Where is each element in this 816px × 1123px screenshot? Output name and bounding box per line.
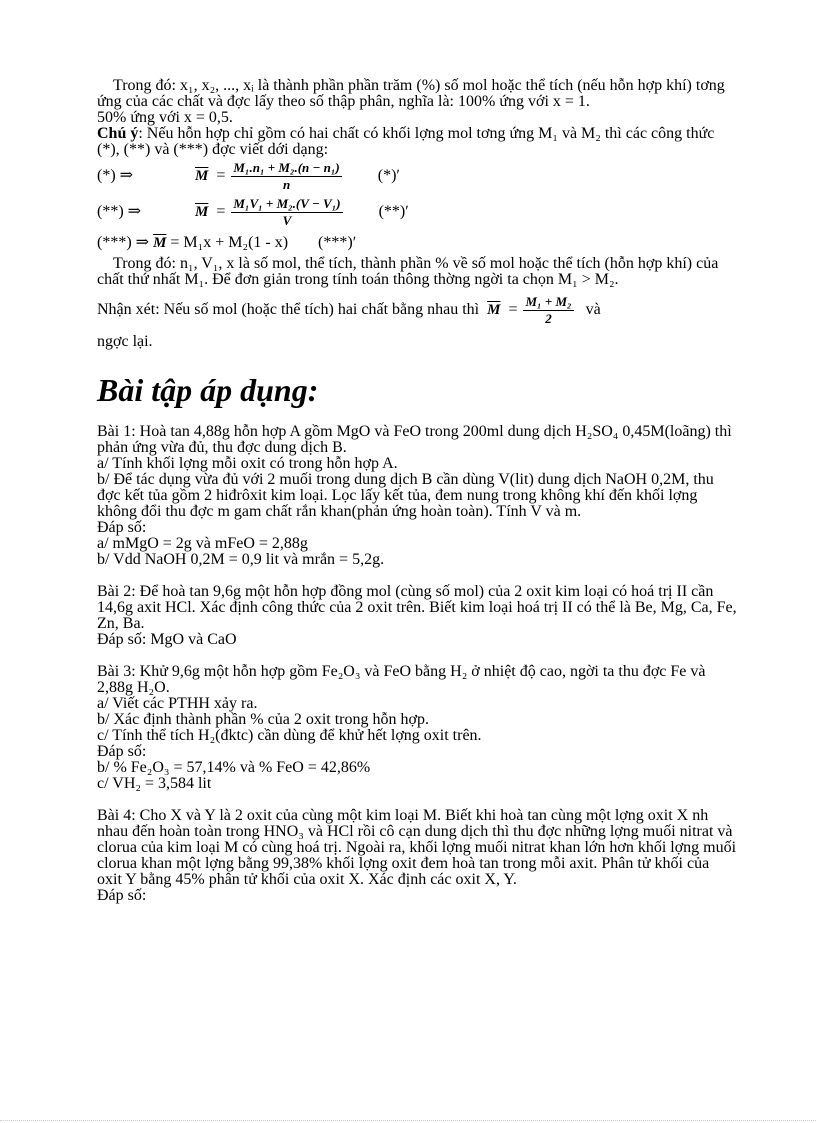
fraction <box>231 197 342 228</box>
formula-label: (***) ⇒ <box>97 234 150 251</box>
remark-line: Nhận xét: Nếu số mol (hoặc thể tích) hai chất bằng nhau thì $\overline{M}$ = $\frac{\text{M₁ + M₂}}{2}$ và <box>97 293 601 326</box>
remark-after: và <box>585 301 601 318</box>
intro-paragraph-2: 50% ứng với x = 0,5. <box>97 109 233 126</box>
formula-tag: (*)ʹ <box>377 167 400 184</box>
exercise-line: Đáp số: <box>97 519 147 536</box>
exercise-line: b/ Xác định thành phần % của 2 oxit trong hỗn hợp. <box>97 711 429 728</box>
fraction-numerator: M₁.n₁ + M₂.(n − n₁) <box>233 159 340 175</box>
mean-mass-symbol: $\overline{M}$ <box>195 204 209 220</box>
note-label: Chú ý <box>97 125 139 142</box>
exercise-line: Bài 1: Hoà tan 4,88g hỗn hợp A gồm MgO và FeO trong 200ml dung dịch H₂SO₄ 0,45M(loãng) thì phản ứng vừa đủ, thu đợc dung dịch B. <box>97 423 732 456</box>
fraction-denominator: V <box>282 212 292 228</box>
exercise-line: b/ Để tác dụng vừa đủ với 2 muối trong dung dịch B cần dùng V(lit) dung dịch NaOH 0,2M, thu đợc kết tủa gồm 2 hiđrôxit kim loại. Lọc lấy kết tủa, đem nung trong không khí đến khối lợng không đổi thu đợc m gam chất rắn khan(phản ứng hoàn toàn). Tính V và m. <box>97 471 714 520</box>
mean-mass-symbol: $\overline{M}$ <box>487 302 501 318</box>
mean-mass-symbol: $\overline{M}$ <box>195 168 209 184</box>
note-paragraph <box>97 126 737 158</box>
formula-1: (*) ⇒ $\overline{M}$ = $\frac{\text{M₁.n₁ + M₂.(n − n₁)}}{n}$ (*)ʹ <box>97 159 400 192</box>
exercise-block <box>97 664 737 792</box>
formula-3 <box>97 230 737 256</box>
mean-mass-symbol: $\overline{M}$ <box>153 235 167 251</box>
exercise-line: b/ % Fe₂O₃ = 57,14% và % FeO = 42,86% <box>97 759 371 776</box>
remark-before: Nhận xét: Nếu số mol (hoặc thể tích) hai chất bằng nhau thì <box>97 301 480 318</box>
formula-expression: = M₁x + M₂(1 - x) <box>170 234 289 251</box>
note-text: : Nếu hỗn hợp chỉ gồm có hai chất có khối lợng mol tơng ứng M₁ và M₂ thì các công thức (*), (**) và (***) đợc viết dới dạng: <box>97 125 715 158</box>
remark-line-2: ngợc lại. <box>97 333 153 350</box>
exercise-line: Bài 3: Khử 9,6g một hỗn hợp gồm Fe₂O₃ và FeO bằng H₂ ở nhiệt độ cao, ngời ta thu đợc Fe và 2,88g H₂O. <box>97 663 706 696</box>
page-bottom-border <box>0 1120 816 1121</box>
formula-tag: (**)ʹ <box>378 203 409 220</box>
formula-2: (**) ⇒ $\overline{M}$ = $\frac{\text{M₁V₁ + M₂.(V − V₁)}}{V}$ (**)ʹ <box>97 195 409 228</box>
exercise-line: a/ Tính khối lợng mỗi oxit có trong hỗn hợp A. <box>97 455 398 472</box>
exercise-block <box>97 584 737 648</box>
fraction-denominator: 2 <box>545 310 552 326</box>
fraction-denominator: n <box>282 176 291 192</box>
exercise-block <box>97 424 737 568</box>
exercise-list <box>97 424 737 904</box>
exercise-line: c/ VH₂ = 3,584 lit <box>97 775 212 792</box>
exercise-line: a/ mMgO = 2g và mFeO = 2,88g <box>97 535 308 552</box>
exercise-line: b/ Vdd NaOH 0,2M = 0,9 lit và mrắn = 5,2g. <box>97 551 385 568</box>
formula-tag: (***)ʹ <box>318 234 357 251</box>
intro-paragraph: Trong đó: x₁, x₂, ..., xᵢ là thành phần phần trăm (%) số mol hoặc thể tích (nếu hỗn hợp khí) tơng ứng của các chất và đợc lấy theo số thập phân, nghĩa là: 100% ứng với x = 1. <box>97 77 725 110</box>
fraction <box>523 295 573 326</box>
explanation-paragraph: Trong đó: n₁, V₁, x là số mol, thể tích, thành phần % về số mol hoặc thể tích (hỗn hợp khí) của chất thứ nhất M₁. Để đơn giản trong tính toán thông thờng ngời ta chọn M₁ > M₂. <box>97 255 719 288</box>
fraction-numerator: M₁V₁ + M₂.(V − V₁) <box>233 195 341 211</box>
document-page <box>97 78 737 904</box>
fraction-numerator: M₁ + M₂ <box>525 293 572 309</box>
exercise-line: Đáp số: MgO và CaO <box>97 631 237 648</box>
exercise-line: Bài 4: Cho X và Y là 2 oxit của cùng một kim loại M. Biết khi hoà tan cùng một lợng oxit X nh nhau đến hoàn toàn trong HNO₃ và HCl rồi cô cạn dung dịch thì thu đợc những lợng muối nitrat và clorua của kim loại M có cùng hoá trị. Ngoài ra, khối lợng muối nitrat khan lớn hơn khối lợng muối clorua khan một lợng bằng 99,38% khối lợng oxit đem hoà tan trong mỗi axit. Phân tử khối của oxit Y bằng 45% phân tử khối của oxit X. Xác định các oxit X, Y. <box>97 807 737 888</box>
exercise-line: Đáp số: <box>97 887 147 904</box>
fraction <box>231 161 341 192</box>
exercise-line: a/ Viết các PTHH xảy ra. <box>97 695 258 712</box>
formula-label: (**) ⇒ <box>97 203 142 220</box>
formula-label: (*) ⇒ <box>97 167 134 184</box>
section-title: Bài tập áp dụng: <box>97 372 319 408</box>
exercise-line: c/ Tính thể tích H₂(đktc) cần dùng để khử hết lợng oxit trên. <box>97 727 482 744</box>
exercise-block <box>97 808 737 904</box>
exercise-line: Bài 2: Để hoà tan 9,6g một hỗn hợp đồng mol (cùng số mol) của 2 oxit kim loại có hoá trị II cần 14,6g axit HCl. Xác định công thức của 2 oxit trên. Biết kim loại hoá trị II có thể là Be, Mg, Ca, Fe, Zn, Ba. <box>97 583 737 632</box>
exercise-line: Đáp số: <box>97 743 147 760</box>
